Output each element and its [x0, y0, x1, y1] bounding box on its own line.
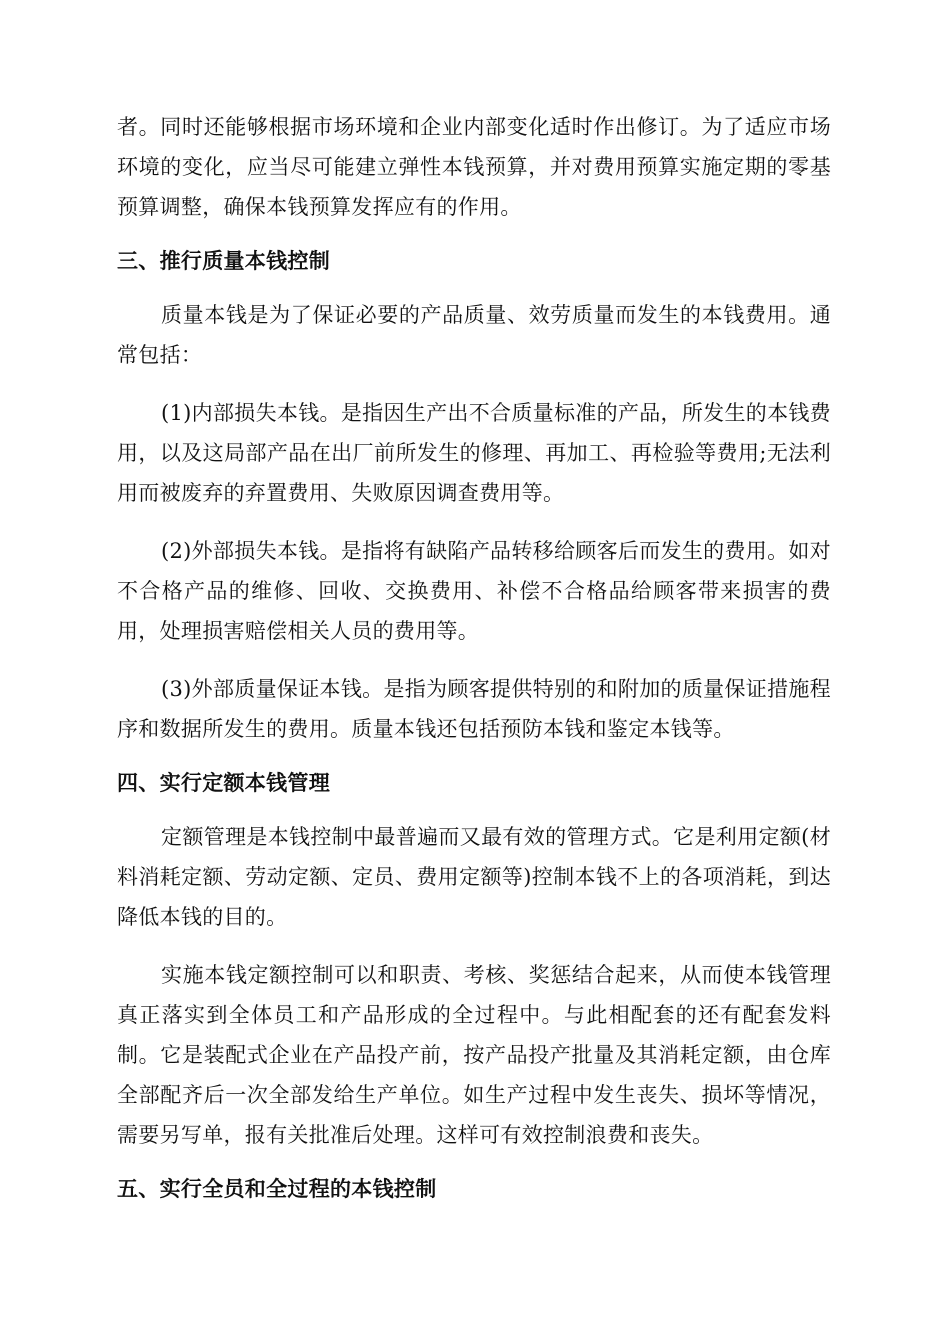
paragraph-external-loss-cost: (2)外部损失本钱。是指将有缺陷产品转移给顾客后而发生的费用。如对不合格产品的维修、回收、交换费用、补偿不合格品给顾客带来损害的费用，处理损害赔偿相关人员的费用等。: [117, 539, 831, 643]
paragraph-internal-loss-cost: (1)内部损失本钱。是指因生产出不合质量标准的产品，所发生的本钱费用，以及这局部产品在出厂前所发生的修理、再加工、再检验等费用;无法利用而被废弃的弃置费用、失败原因调查费用等。: [117, 401, 831, 505]
paragraph-quota-management: 定额管理是本钱控制中最普遍而又最有效的管理方式。它是利用定额(材料消耗定额、劳动定额、定员、费用定额等)控制本钱不上的各项消耗，到达降低本钱的目的。: [117, 825, 831, 929]
paragraph-quality-cost-intro: 质量本钱是为了保证必要的产品质量、效劳质量而发生的本钱费用。通常包括：: [117, 303, 831, 367]
paragraph-quota-control-implementation: 实施本钱定额控制可以和职责、考核、奖惩结合起来，从而使本钱管理真正落实到全体员工和产品形成的全过程中。与此相配套的还有配套发料制。它是装配式企业在产品投产前，按产品投产批量及其消耗定额，由仓库全部配齐后一次全部发给生产单位。如生产过程中发生丧失、损坏等情况，需要另写单，报有关批准后处理。这样可有效控制浪费和丧失。: [117, 963, 831, 1147]
section-heading-3: 三、推行质量本钱控制: [117, 249, 330, 273]
section-heading-4: 四、实行定额本钱管理: [117, 771, 330, 795]
paragraph-continuation: 者。同时还能够根据市场环境和企业内部变化适时作出修订。为了适应市场环境的变化，应当尽可能建立弹性本钱预算，并对费用预算实施定期的零基预算调整，确保本钱预算发挥应有的作用。: [117, 115, 831, 219]
paragraph-external-quality-assurance-cost: (3)外部质量保证本钱。是指为顾客提供特别的和附加的质量保证措施程序和数据所发生的费用。质量本钱还包括预防本钱和鉴定本钱等。: [117, 677, 831, 741]
document-body: [117, 107, 831, 1209]
section-heading-5: 五、实行全员和全过程的本钱控制: [117, 1177, 437, 1201]
